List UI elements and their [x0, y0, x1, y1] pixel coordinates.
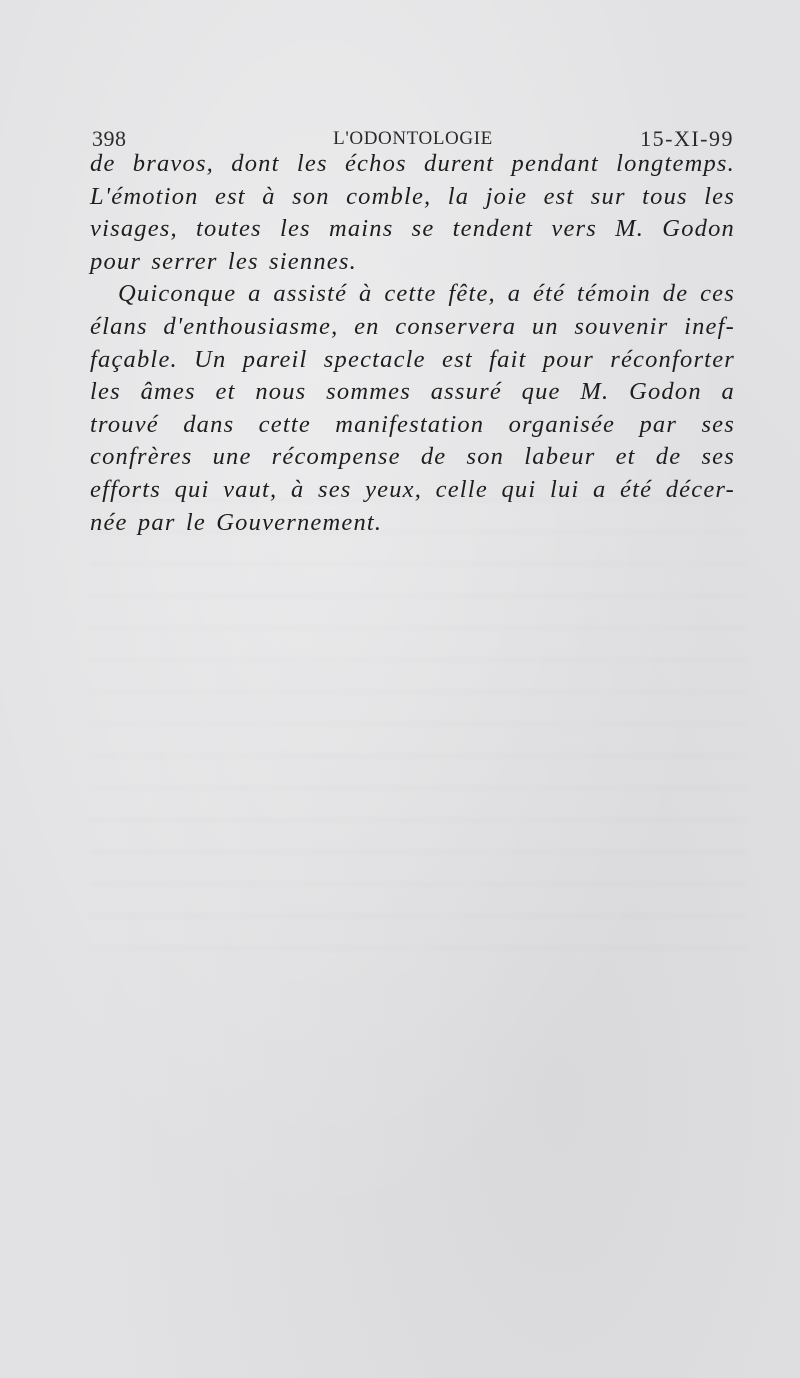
- text-line: confrères une récompense de son labeur et de ses: [90, 443, 735, 471]
- show-through-text: [88, 500, 748, 980]
- text-line: efforts qui vaut, à ses yeux, celle qui lui a été décer-: [90, 475, 735, 503]
- text-line: élans d'enthousiasme, en conservera un souvenir inef-: [90, 312, 735, 340]
- text-line: Quiconque a assisté à cette fête, a été témoin de ces: [118, 280, 735, 308]
- text-line: trouvé dans cette manifestation organisée par ses: [90, 410, 735, 438]
- paragraph: [90, 278, 735, 539]
- text-line: visages, toutes les mains se tendent vers M. Godon: [90, 215, 735, 243]
- text-line: née par le Gouvernement.: [90, 508, 383, 536]
- paragraph: [90, 148, 735, 278]
- text-line: L'émotion est à son comble, la joie est sur tous les: [90, 182, 735, 210]
- text-line: les âmes et nous sommes assuré que M. Godon a: [90, 378, 735, 406]
- running-title: L'ODONTOLOGIE: [333, 128, 493, 149]
- text-line: de bravos, dont les échos durent pendant longtemps.: [90, 150, 735, 177]
- text-line: façable. Un pareil spectacle est fait pour réconforter: [90, 345, 735, 373]
- text-line: pour serrer les siennes.: [90, 247, 357, 275]
- page-number: 398: [92, 126, 127, 151]
- body-text: [90, 148, 735, 539]
- issue-date: 15-XI-99: [640, 126, 734, 151]
